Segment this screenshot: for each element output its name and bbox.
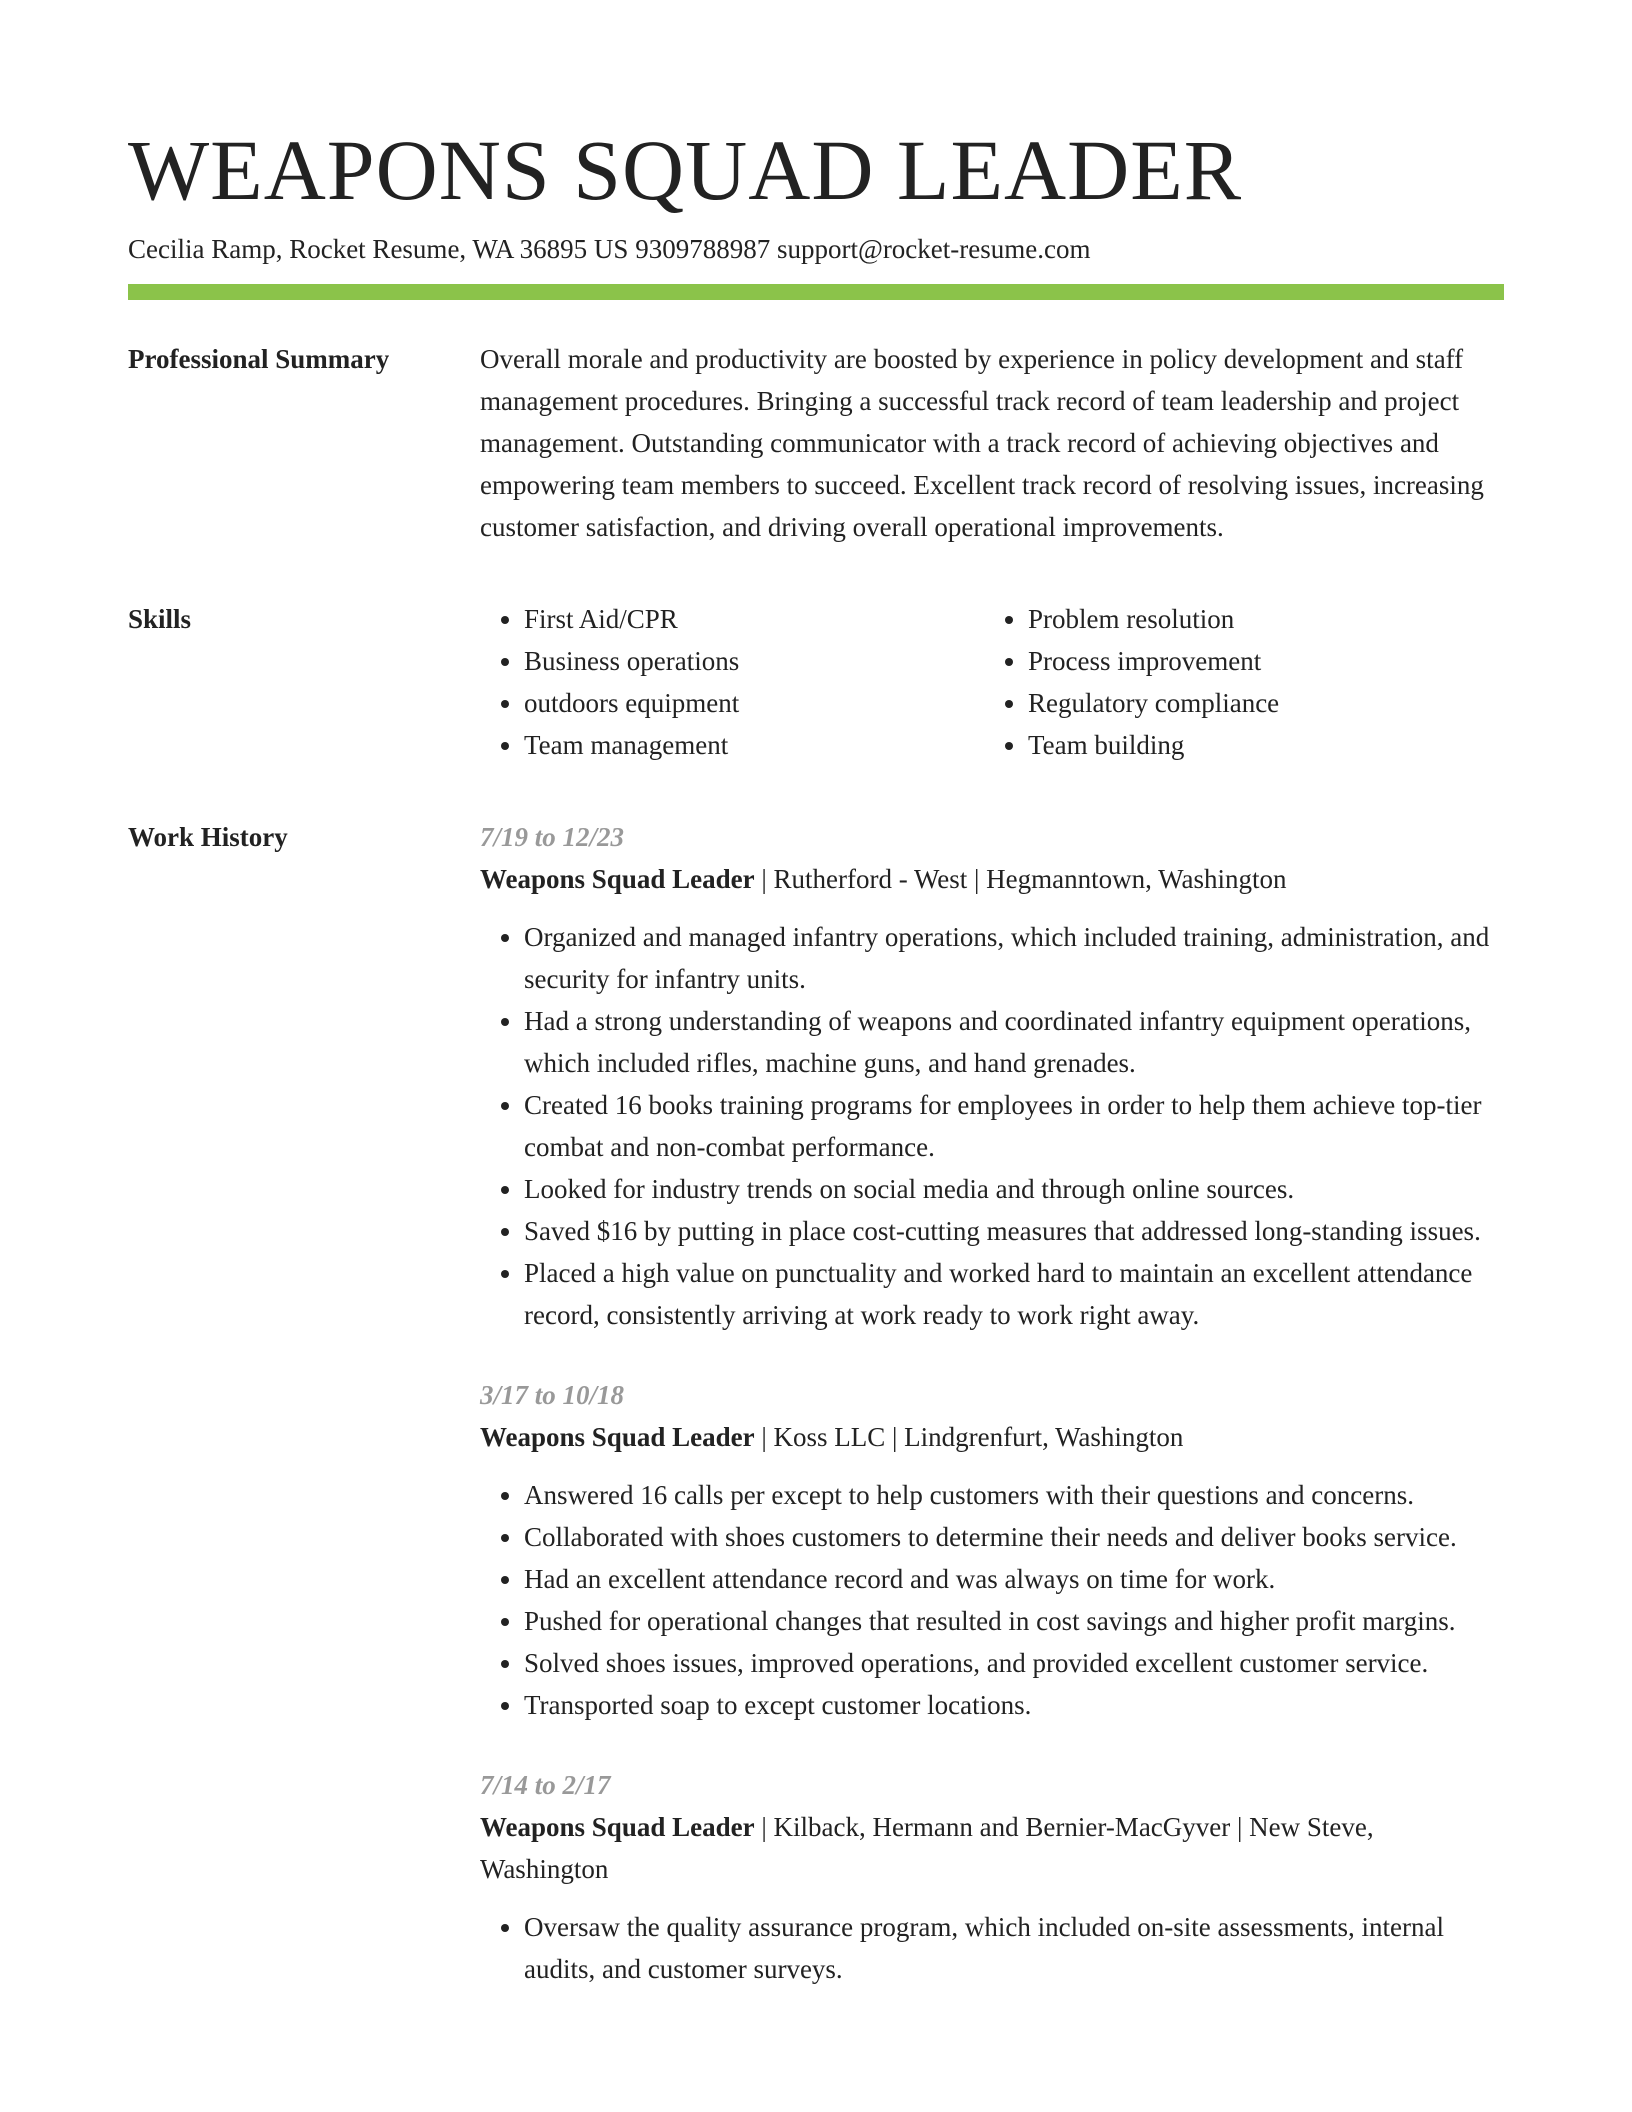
job-details: | Koss LLC | Lindgrenfurt, Washington bbox=[754, 1422, 1184, 1452]
skills-heading: Skills bbox=[128, 604, 192, 634]
job-dates: 7/14 to 2/17 bbox=[480, 1770, 611, 1800]
job-entry bbox=[480, 1764, 1504, 1990]
job-entry bbox=[480, 816, 1504, 1336]
job-bullets bbox=[480, 916, 1504, 1336]
job-details: | Kilback, Hermann and Bernier-MacGyver | New Steve, Washington bbox=[480, 1812, 1374, 1884]
job-title: Weapons Squad Leader bbox=[480, 1422, 755, 1452]
job-bullet: • Had an excellent attendance record and was always on time for work. bbox=[524, 1558, 1504, 1600]
skill-item: • Regulatory compliance bbox=[1028, 682, 1488, 724]
job-bullet: • Saved $16 by putting in place cost-cutting measures that addressed long-standing issues. bbox=[524, 1210, 1504, 1252]
job-bullet: • Placed a high value on punctuality and worked hard to maintain an excellent attendance record, consistently arriving at work ready to work right away. bbox=[524, 1252, 1504, 1336]
job-bullet: • Created 16 books training programs for employees in order to help them achieve top-tier combat and non-combat performance. bbox=[524, 1084, 1504, 1168]
skills-list-left bbox=[480, 598, 984, 766]
job-heading-line bbox=[480, 858, 1504, 900]
skill-item: • Team management bbox=[524, 724, 984, 766]
work-history-heading: Work History bbox=[128, 822, 288, 852]
job-dates: 3/17 to 10/18 bbox=[480, 1380, 625, 1410]
resume-title: WEAPONS SQUAD LEADER bbox=[128, 122, 1243, 218]
skill-item: • First Aid/CPR bbox=[524, 598, 984, 640]
job-details: | Rutherford - West | Hegmanntown, Washington bbox=[754, 864, 1287, 894]
resume-page bbox=[128, 0, 1504, 1990]
job-title: Weapons Squad Leader bbox=[480, 1812, 755, 1842]
job-bullets bbox=[480, 1474, 1504, 1726]
job-bullet: • Solved shoes issues, improved operations, and provided excellent customer service. bbox=[524, 1642, 1504, 1684]
job-heading-line bbox=[480, 1416, 1504, 1458]
job-bullet: • Oversaw the quality assurance program, which included on-site assessments, internal audits, and customer surveys. bbox=[524, 1906, 1504, 1990]
job-bullet: • Organized and managed infantry operations, which included training, administration, and security for infantry units. bbox=[524, 916, 1504, 1000]
summary-text: Overall morale and productivity are boosted by experience in policy development and staff management procedures. Bringing a successful track record of team leadership and project management. Outstanding communicator with a track record of achieving objectives and empowering team members to succeed. Excellent track record of resolving issues, increasing customer satisfaction, and driving overall operational improvements. bbox=[480, 344, 1484, 542]
job-bullet: • Collaborated with shoes customers to determine their needs and deliver books service. bbox=[524, 1516, 1504, 1558]
summary-heading: Professional Summary bbox=[128, 344, 390, 374]
job-bullet: • Answered 16 calls per except to help customers with their questions and concerns. bbox=[524, 1474, 1504, 1516]
job-bullets bbox=[480, 1906, 1504, 1990]
summary-section bbox=[128, 338, 1504, 548]
skills-section bbox=[128, 598, 1504, 766]
job-bullet: • Pushed for operational changes that resulted in cost savings and higher profit margins. bbox=[524, 1600, 1504, 1642]
job-bullet: • Transported soap to except customer locations. bbox=[524, 1684, 1504, 1726]
job-dates: 7/19 to 12/23 bbox=[480, 822, 625, 852]
contact-line: Cecilia Ramp, Rocket Resume, WA 36895 US 9309788987 support@rocket-resume.com bbox=[128, 234, 1091, 264]
job-bullet: • Had a strong understanding of weapons and coordinated infantry equipment operations, which included rifles, machine guns, and hand grenades. bbox=[524, 1000, 1504, 1084]
job-entry bbox=[480, 1374, 1504, 1726]
skill-item: • Problem resolution bbox=[1028, 598, 1488, 640]
job-bullet: • Looked for industry trends on social media and through online sources. bbox=[524, 1168, 1504, 1210]
job-heading-line bbox=[480, 1806, 1504, 1890]
skills-list-right bbox=[984, 598, 1488, 766]
skill-item: • Process improvement bbox=[1028, 640, 1488, 682]
work-history-section bbox=[128, 816, 1504, 1990]
skill-item: • Business operations bbox=[524, 640, 984, 682]
job-title: Weapons Squad Leader bbox=[480, 864, 755, 894]
accent-divider bbox=[128, 284, 1504, 300]
skill-item: • Team building bbox=[1028, 724, 1488, 766]
skill-item: • outdoors equipment bbox=[524, 682, 984, 724]
